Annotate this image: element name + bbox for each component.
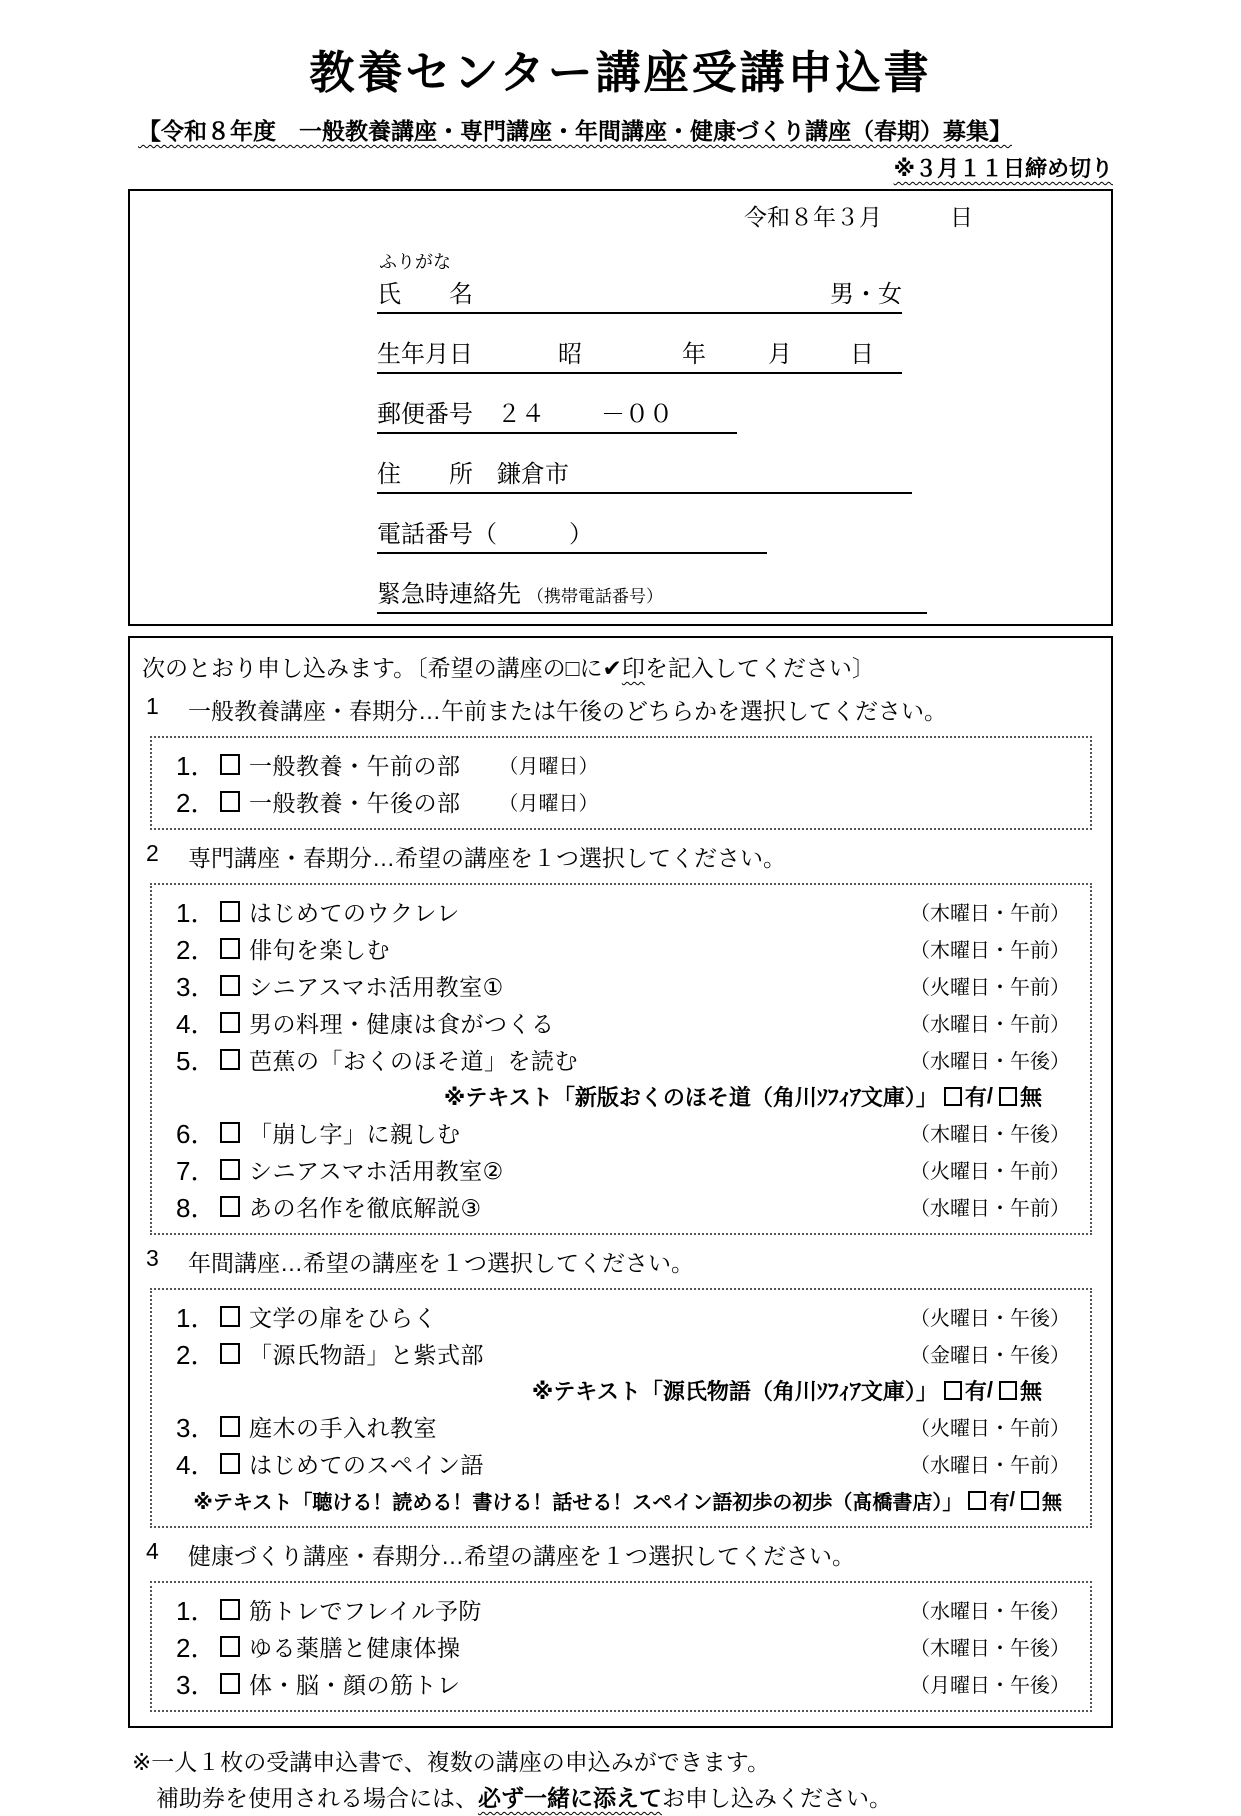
address-label: 住 所	[377, 461, 473, 488]
course-schedule: （木曜日・午後）	[910, 1124, 1070, 1146]
page-subtitle	[138, 113, 1241, 146]
emergency-contact-sublabel: （携帯電話番号）	[527, 587, 663, 606]
course-title: はじめてのスペイン語	[249, 1452, 484, 1478]
item-number: 3．	[176, 1413, 217, 1443]
course-title: あの名作を徹底解説③	[249, 1195, 482, 1221]
section-number: 3	[146, 1245, 159, 1271]
course-item	[166, 1665, 1070, 1702]
textbook-none-label: 無	[1019, 1084, 1042, 1110]
item-number: 3．	[176, 972, 217, 1002]
course-item	[166, 930, 1070, 967]
textbook-none-checkbox[interactable]	[1021, 1491, 1039, 1510]
course-title: 男の料理・健康は食がつくる	[249, 1011, 555, 1037]
section-4-course-list	[150, 1581, 1092, 1712]
course-checkbox[interactable]	[220, 1416, 240, 1437]
textbook-separator: /	[986, 1083, 993, 1108]
section-heading-text: 年間講座…希望の講座を１つ選択してください。	[188, 1250, 694, 1276]
course-item	[166, 1628, 1070, 1665]
textbook-none-label: 無	[1042, 1491, 1062, 1514]
footer-line2	[156, 1780, 1241, 1816]
course-item	[166, 1151, 1070, 1188]
course-schedule: （月曜日・午後）	[910, 1675, 1070, 1697]
course-schedule: （火曜日・午前）	[910, 1161, 1070, 1183]
instruction-text: 次のとおり申し込みます。〔希望の講座の□に✔	[142, 655, 622, 681]
course-checkbox[interactable]	[220, 1306, 240, 1327]
item-number: 4．	[176, 1450, 217, 1480]
date-era-label: 令和８年３月	[744, 204, 882, 230]
course-item	[166, 893, 1070, 930]
textbook-note-text: ※テキスト「聴ける！読める！書ける！話せる！スペイン語初歩の初歩（髙橋書店）」	[193, 1491, 963, 1514]
textbook-note-text: ※テキスト「新版おくのほそ道（角川ｿﾌｨｱ文庫）」	[443, 1084, 938, 1110]
name-label: 氏 名	[377, 281, 473, 308]
birth-month-label: 月	[768, 341, 792, 368]
course-item	[166, 967, 1070, 1004]
footer-line2-text: 補助券を使用される場合には、	[156, 1785, 478, 1811]
course-schedule: （月曜日）	[498, 793, 599, 815]
application-date	[130, 199, 1111, 232]
course-checkbox[interactable]	[220, 1599, 240, 1620]
postal-code-field[interactable]	[377, 394, 737, 434]
course-checkbox[interactable]	[220, 1636, 240, 1657]
course-item	[166, 1408, 1070, 1445]
item-number: 2．	[176, 1340, 217, 1370]
birthdate-label: 生年月日	[377, 341, 473, 368]
item-number: 1．	[176, 1303, 217, 1333]
section-number: 1	[146, 693, 159, 719]
deadline-note	[128, 152, 1113, 183]
course-title: 筋トレでフレイル予防	[249, 1598, 482, 1624]
textbook-note	[166, 1372, 1070, 1408]
section-2-course-list	[150, 883, 1092, 1235]
item-number: 5．	[176, 1046, 217, 1076]
course-checkbox[interactable]	[220, 1012, 240, 1033]
section-1-heading	[146, 693, 1111, 726]
textbook-have-checkbox[interactable]	[944, 1381, 962, 1400]
course-schedule: （火曜日・午前）	[910, 977, 1070, 999]
subtitle-text: 【令和８年度 一般教養講座・専門講座・年間講座・健康づくり講座（春期）募集】	[138, 118, 1012, 144]
page-title: 教養センター講座受講申込書	[309, 47, 932, 98]
address-city-value: 鎌倉市	[497, 461, 569, 488]
course-schedule: （水曜日・午前）	[910, 1014, 1070, 1036]
course-checkbox[interactable]	[220, 791, 240, 812]
course-checkbox[interactable]	[220, 1049, 240, 1070]
item-number: 2．	[176, 788, 217, 818]
course-title: 一般教養・午前の部	[249, 753, 461, 779]
textbook-have-label: 有	[989, 1491, 1010, 1514]
birth-year-label: 年	[682, 341, 706, 368]
course-title: 文学の扉をひらく	[249, 1305, 437, 1331]
birth-era-label: 昭	[558, 341, 582, 368]
course-item	[166, 1114, 1070, 1151]
course-checkbox[interactable]	[220, 1122, 240, 1143]
course-item	[166, 1188, 1070, 1225]
item-number: 1．	[176, 751, 217, 781]
textbook-none-checkbox[interactable]	[999, 1087, 1017, 1106]
name-field[interactable]	[377, 274, 902, 314]
course-title: 体・脳・顔の筋トレ	[249, 1672, 461, 1698]
course-checkbox[interactable]	[220, 1453, 240, 1474]
address-field[interactable]	[377, 454, 912, 494]
instruction-wavy-text: 印	[621, 655, 645, 681]
course-schedule: （火曜日・午前）	[910, 1418, 1070, 1440]
footer-line1: ※一人１枚の受講申込書で、複数の講座の申込みができます。	[132, 1749, 770, 1775]
emergency-contact-label: 緊急時連絡先	[377, 581, 521, 608]
course-title: 一般教養・午後の部	[249, 790, 461, 816]
footer-line2-tail: お申し込みください。	[662, 1785, 892, 1811]
textbook-have-label: 有	[964, 1378, 987, 1404]
textbook-separator: /	[1009, 1488, 1015, 1511]
course-schedule: （木曜日・午前）	[910, 903, 1070, 925]
course-title: シニアスマホ活用教室②	[249, 1158, 504, 1184]
course-schedule: （水曜日・午後）	[910, 1601, 1070, 1623]
item-number: 3．	[176, 1670, 217, 1700]
postal-prefix: ２４	[497, 401, 545, 428]
course-checkbox[interactable]	[220, 754, 240, 775]
course-checkbox[interactable]	[220, 975, 240, 996]
emergency-contact-field[interactable]	[377, 574, 927, 614]
course-title: 「源氏物語」と紫式部	[249, 1342, 484, 1368]
course-title: シニアスマホ活用教室①	[249, 974, 504, 1000]
course-item	[166, 746, 1070, 783]
birth-day-label: 日	[850, 341, 874, 368]
section-3-course-list	[150, 1288, 1092, 1528]
section-heading-text: 健康づくり講座・春期分…希望の講座を１つ選択してください。	[188, 1543, 855, 1569]
textbook-note	[166, 1482, 1070, 1518]
form-instruction	[142, 650, 1111, 683]
birthdate-field[interactable]	[377, 334, 902, 374]
course-checkbox[interactable]	[220, 1196, 240, 1217]
course-item	[166, 1335, 1070, 1372]
textbook-have-checkbox[interactable]	[944, 1087, 962, 1106]
footer-line2-emphasis: 必ず一緒に添えて	[478, 1785, 662, 1811]
course-title: 俳句を楽しむ	[249, 937, 390, 963]
course-title: 「崩し字」に親しむ	[249, 1121, 461, 1147]
gender-options[interactable]: 男・女	[830, 281, 902, 308]
deadline-text: ※３月１１日締め切り	[893, 156, 1113, 181]
course-title: 芭蕉の「おくのほそ道」を読む	[249, 1048, 578, 1074]
phone-label: 電話番号	[377, 521, 473, 548]
course-schedule: （水曜日・午前）	[910, 1455, 1070, 1477]
textbook-none-checkbox[interactable]	[999, 1381, 1017, 1400]
textbook-none-label: 無	[1019, 1378, 1042, 1404]
item-number: 4．	[176, 1009, 217, 1039]
course-schedule: （木曜日・午前）	[910, 940, 1070, 962]
course-title: 庭木の手入れ教室	[249, 1415, 437, 1441]
postal-label: 郵便番号	[377, 401, 473, 428]
course-schedule: （火曜日・午後）	[910, 1308, 1070, 1330]
course-checkbox[interactable]	[220, 1343, 240, 1364]
textbook-note	[166, 1078, 1070, 1114]
postal-suffix: －００	[601, 401, 673, 428]
course-checkbox[interactable]	[220, 1159, 240, 1180]
item-number: 1．	[176, 898, 217, 928]
instruction-text-tail: を記入してください〕	[644, 655, 875, 681]
course-title: はじめてのウクレレ	[249, 900, 460, 926]
course-selection-box	[128, 636, 1113, 1728]
section-heading-text: 一般教養講座・春期分…午前または午後のどちらかを選択してください。	[188, 698, 947, 724]
course-schedule: （金曜日・午後）	[910, 1345, 1070, 1367]
course-title: ゆる薬膳と健康体操	[249, 1635, 461, 1661]
course-schedule: （月曜日）	[498, 756, 599, 778]
course-schedule: （水曜日・午前）	[910, 1198, 1070, 1220]
course-schedule: （水曜日・午後）	[910, 1051, 1070, 1073]
course-schedule: （木曜日・午後）	[910, 1638, 1070, 1660]
textbook-have-label: 有	[964, 1084, 987, 1110]
section-1-course-list	[150, 736, 1092, 830]
section-heading-text: 専門講座・春期分…希望の講座を１つ選択してください。	[188, 845, 786, 871]
applicant-info-box	[128, 189, 1113, 626]
section-3-heading	[146, 1245, 1111, 1278]
course-item	[166, 1445, 1070, 1482]
item-number: 8．	[176, 1193, 217, 1223]
item-number: 1．	[176, 1596, 217, 1626]
item-number: 2．	[176, 935, 217, 965]
course-checkbox[interactable]	[220, 1673, 240, 1694]
course-checkbox[interactable]	[220, 901, 240, 922]
course-item	[166, 1591, 1070, 1628]
item-number: 2．	[176, 1633, 217, 1663]
section-2-heading	[146, 840, 1111, 873]
phone-field[interactable]	[377, 514, 767, 554]
section-4-heading	[146, 1538, 1111, 1571]
textbook-note-text: ※テキスト「源氏物語（角川ｿﾌｨｱ文庫）」	[531, 1378, 938, 1404]
item-number: 7．	[176, 1156, 217, 1186]
textbook-separator: /	[986, 1377, 993, 1402]
section-number: 2	[146, 840, 159, 866]
course-item	[166, 1041, 1070, 1078]
date-day-label: 日	[950, 204, 973, 230]
textbook-have-checkbox[interactable]	[968, 1491, 986, 1510]
course-item	[166, 1004, 1070, 1041]
course-item	[166, 1298, 1070, 1335]
course-checkbox[interactable]	[220, 938, 240, 959]
item-number: 6．	[176, 1119, 217, 1149]
furigana-label: ふりがな	[379, 252, 451, 272]
phone-area-paren: （ ）	[473, 521, 593, 548]
section-number: 4	[146, 1538, 159, 1564]
course-item	[166, 783, 1070, 820]
